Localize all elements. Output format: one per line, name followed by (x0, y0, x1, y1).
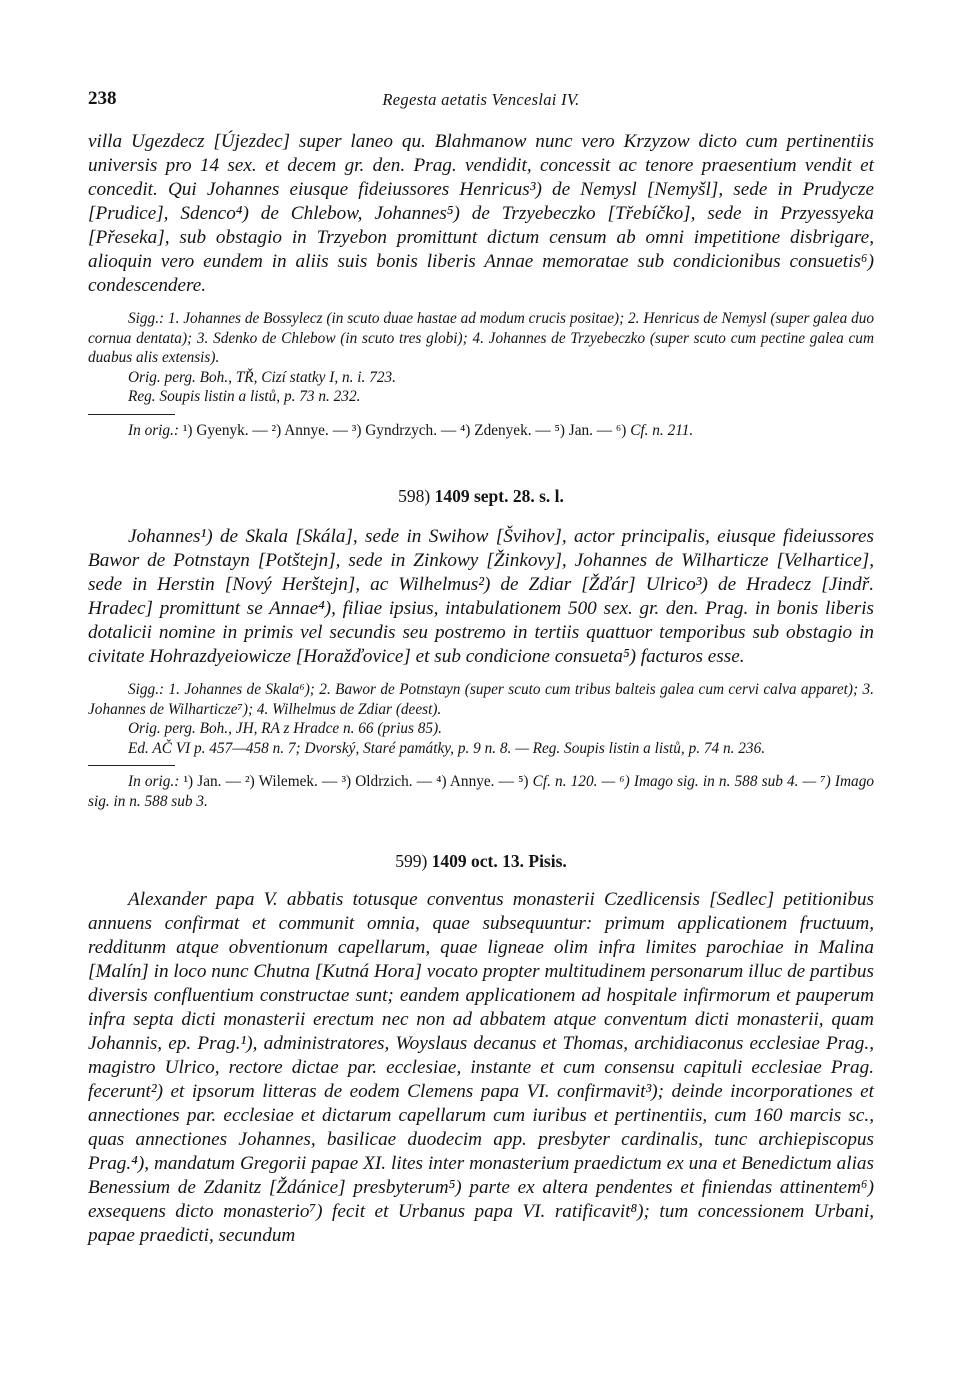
document-page (88, 88, 874, 1248)
footnote-divider (88, 414, 175, 415)
regest-597-orig: Orig. perg. Boh., TŘ, Cizí statky I, n. i. 723. (128, 368, 396, 386)
regest-597-apparatus (88, 309, 874, 407)
regest-597-body: villa Ugezdecz [Újezdec] super laneo qu. Blahmanow nunc vero Krzyzow dicto cum pertinentiis universis pro 14 sex. et decem gr. den. Prag. vendidit, concessit ac tenore praesentium vendit et concedit. Qui Johannes eiusque fideiussores Henricus³) de Nemysl [Nemyšl], sede in Prudycze [Prudice], Sdenco⁴) de Chlebow, Johannes⁵) de Trzyebeczko [Třebíčko], sede in Przyessyeka [Přeseka], sub obstagio in Trzyebon promittunt dictum censum ab omni impetitione disbrigare, alioquin vero eundem in aliis suis bonis liberis Annae memoratae sub condicionibus consuetis⁶) condescendere. (88, 131, 874, 296)
regest-598-date: 1409 sept. 28. s. l. (434, 486, 564, 507)
regest-599-body: Alexander papa V. abbatis totusque conventus monasterii Czedlicensis [Sedlec] petitionibus annuens confirmat et communit omnia, quae subsequuntur: primum applicationem fructuum, redditunm atque obventionum capellarum, quae ligneae olim infra limites parochiae in Malina [Malín] in loco nunc Chutna [Kutná Hora] vocato propter multitudinem personarum illuc de partibus diversis confluentium constructae sunt; eandem applicationem ad hospitale infirmorum et pauperum infra septa dicti monasterii erectum nec non ad abbatem atque conventum dicti monasterii, quam Johannis, ep. Prag.¹), administratores, Woyslaus decanus et Thomas, archidiaconus ecclesiae Prag., magistro Ulrico, rectore dictae par. ecclesiae, instante et cum consensu capituli ecclesiae Prag. fecerunt²) et ipsorum litteras de eodem Clemens papa VI. confirmavit³); deinde incorporationes et annectiones par. ecclesiae et dictarum capellarum cum iuribus et pertinentiis, cum 160 marcis sc., quas annectiones Johannes, basilicae duodecim app. presbyter cardinalis, tunc archiepiscopus Prag.⁴), mandatum Gregorii papae XI. lites inter monasterium praedictum ex una et Benedictum alias Benessium de Zdanitz [Ždánice] presbyterum⁵) parte ex altera pendentes et finiendas attinentem⁶) exsequens dicto monasterio⁷) fecit et Urbanus papa VI. ratificavit⁸); tum concessionem Urbani, papae praedicti, secundum (88, 889, 874, 1247)
page-number: 238 (88, 88, 117, 109)
regest-597-footnotes (88, 421, 874, 441)
footnote-label: In orig.: (128, 773, 180, 791)
regest-599-date: 1409 oct. 13. Pisis. (431, 851, 567, 872)
regest-597-sigg: Sigg.: 1. Johannes de Bossylecz (in scuto duae hastae ad modum crucis positae); 2. Henricus de Nemysl (super galea duo cornua dentata); 3. Sdenko de Chlebow (in scuto tres globi); 4. Johannes de Trzyebeczko (super scuto cum pectine galea cum duabus alis extensis). (88, 310, 875, 366)
regest-598-number: 598) (398, 486, 431, 507)
regest-599-heading (88, 851, 874, 872)
footnote-ref: Cf. n. 120. — ⁶) Imago sig. in n. 588 sub 4. — ⁷) Imago sig. in n. 588 sub 3. (88, 773, 874, 810)
regest-598-orig: Orig. perg. Boh., JH, RA z Hradce n. 66 (prius 85). (128, 720, 442, 738)
regest-598-apparatus (88, 680, 874, 758)
footnote-divider (88, 765, 175, 766)
regest-599-number: 599) (395, 851, 428, 872)
regest-598-body: Johannes¹) de Skala [Skála], sede in Swihow [Švihov], actor principalis, eiusque fideiussores Bawor de Potnstayn [Potštejn], sede in Zinkowy [Žinkovy], Johannes de Wilharticze [Velhartice], sede in Herstin [Nový Herštejn], ac Wilhelmus²) de Zdiar [Žďár] Ulrico³) de Hradecz [Jindř. Hradec] promittunt se Annae⁴), filiae ipsius, intabulationem 500 sex. gr. den. Prag. in bonis liberis dotalicii nomine in primis vel secundis seu postremo in tertiis quattuor temporibus sub obstagio in civitate Hohrazdyeiowicze [Horažďovice] et sub condicione consueta⁵) facturos esse. (88, 526, 874, 668)
footnote-ref: Cf. n. 211. (630, 421, 694, 439)
regest-598-heading (88, 486, 874, 507)
footnote-text: ¹) Jan. — ²) Wilemek. — ³) Oldrzich. — ⁴) Annye. — ⁵) (183, 773, 529, 791)
footnote-text: ¹) Gyenyk. — ²) Annye. — ³) Gyndrzych. — ⁴) Zdenyek. — ⁵) Jan. — ⁶) (182, 421, 627, 439)
regest-597-reg: Reg. Soupis listin a listů, p. 73 n. 232. (128, 388, 361, 405)
page-header (88, 88, 874, 118)
regest-598-ed: Ed. AČ VI p. 457—458 n. 7; Dvorský, Staré památky, p. 9 n. 8. — Reg. Soupis listin a listů, p. 74 n. 236. (128, 739, 766, 757)
footnote-label: In orig.: (128, 421, 179, 439)
regest-598-sigg: Sigg.: 1. Johannes de Skala⁶); 2. Bawor de Potnstayn (super scuto cum tribus balteis galea cum cervi calva apparet); 3. Johannes de Wilharticze⁷); 4. Wilhelmus de Zdiar (deest). (88, 681, 874, 718)
running-title: Regesta aetatis Venceslai IV. (382, 90, 580, 109)
regest-598-footnotes (88, 772, 874, 811)
